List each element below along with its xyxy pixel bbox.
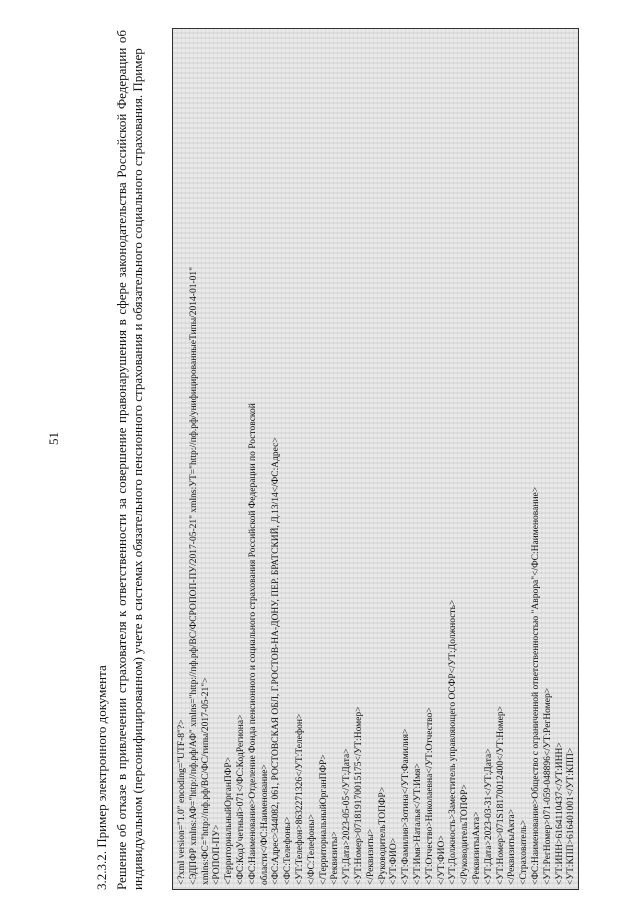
- xml-line: <ФС:КодУчетный>071</ФС:КодРегиона>: [236, 714, 246, 885]
- xml-line: <Реквизиты>: [330, 831, 341, 885]
- section-heading: 3.2.3.2. Пример электронного документа: [94, 665, 109, 890]
- xml-line: <УТ:Номер>071819170015175</УТ:Номер>: [354, 706, 364, 885]
- xml-line: </РеквизитыАкта>: [507, 808, 518, 885]
- xml-line: <ФС:Адрес>344082, 061, РОСТОВСКАЯ ОБЛ, Г.РОСТОВ-НА-ДОНУ, ПЕР. БРАТСКИЙ, Д.13/14</ФС:Адрес>: [271, 437, 282, 885]
- xml-line: <УТ:Отчество>Николаевна</УТ:Отчество>: [424, 707, 435, 885]
- xml-line: <РОПОП-ПУ>: [212, 824, 223, 885]
- xml-line: </ФС:Телефоны>: [306, 814, 317, 885]
- xml-line: <РеквизитыАкта>: [472, 811, 482, 885]
- xml-line: <Страхователь>: [519, 819, 530, 885]
- xml-example-box: [172, 28, 579, 890]
- xml-line: <УТ:ИНН>6164110437</УТ:ИНН>: [554, 742, 565, 885]
- xml-line: xmlns:ФС="http://пф.рф/ВС/ФС/типы/2017-05-21">: [200, 677, 211, 885]
- xml-line: </ТерриториальныйОрганПФР>: [318, 754, 329, 885]
- xml-line: области</ФС:Наименование>: [259, 764, 270, 885]
- xml-line: <ТерриториальныйОрганПФР>: [224, 757, 235, 885]
- xml-line: <ФС:Наименование>Общество с ограниченной ответственностью "Аврора"</ФС:Наименование>: [531, 486, 541, 885]
- xml-line: <УТ:Фамилия>Зотина</УТ:Фамилия>: [401, 728, 412, 885]
- xml-line: <УТ:Дата>2023-05-05</УТ:Дата>: [342, 748, 353, 885]
- rotated-content: [46, 30, 640, 890]
- xml-line: </Реквизиты>: [365, 828, 376, 885]
- xml-line: <УТ:Дата>2023-03-31</УТ:Дата>: [483, 748, 494, 885]
- xml-line: <УТ:Должность>Заместитель управляющего ОСФР</УТ:Должность>: [448, 599, 459, 885]
- xml-line: <?xml version="1.0" encoding="UTF-8"?>: [177, 719, 187, 885]
- xml-line: <УТ:Номер>071S18170012400</УТ:Номер>: [495, 705, 506, 885]
- xml-line: <ЭДПФР xmlns:АФ="http://пф.рф/АФ" xmlns="http://пф.рф/ВС/ФСРОПОП-ПУ/2017-05-21" xmlns:УТ="http://пф.рф/унифицированныеТипы/2014-01-01": [188, 267, 199, 885]
- document-title: Решение об отказе в привлечении страхователя к ответственности за совершение правонарушения в сфере законодательства Российской Федерации об индивидуальном (персонифицированном) учете в системах обязательного пенсионного страхования и обязательного социального страхования. Пример: [114, 30, 145, 890]
- xml-line: <РуководительТОПФР>: [377, 786, 388, 885]
- xml-line: <УТ:РегНомер>071-059-048896</УТ:РегНомер>: [542, 687, 553, 885]
- xml-line: <УТ:ФИО>: [389, 837, 400, 885]
- xml-line: <УТ:Имя>Наталья</УТ:Имя>: [413, 763, 423, 885]
- xml-line: <ФС:Телефоны>: [283, 816, 294, 885]
- page-number: 51: [46, 432, 61, 445]
- xml-line: </РуководительТОПФР>: [460, 784, 471, 885]
- xml-line: <ФС:Наименование>Отделение Фонда пенсионного и социального страхования Российской Федерации по Ростовской: [247, 403, 258, 885]
- xml-line: </УТ:ФИО>: [436, 835, 447, 885]
- xml-line: <УТ:Телефон>8632271326</УТ:Телефон>: [295, 713, 305, 885]
- xml-line: <УТ:КПП>616401001</УТ:КПП>: [566, 747, 577, 885]
